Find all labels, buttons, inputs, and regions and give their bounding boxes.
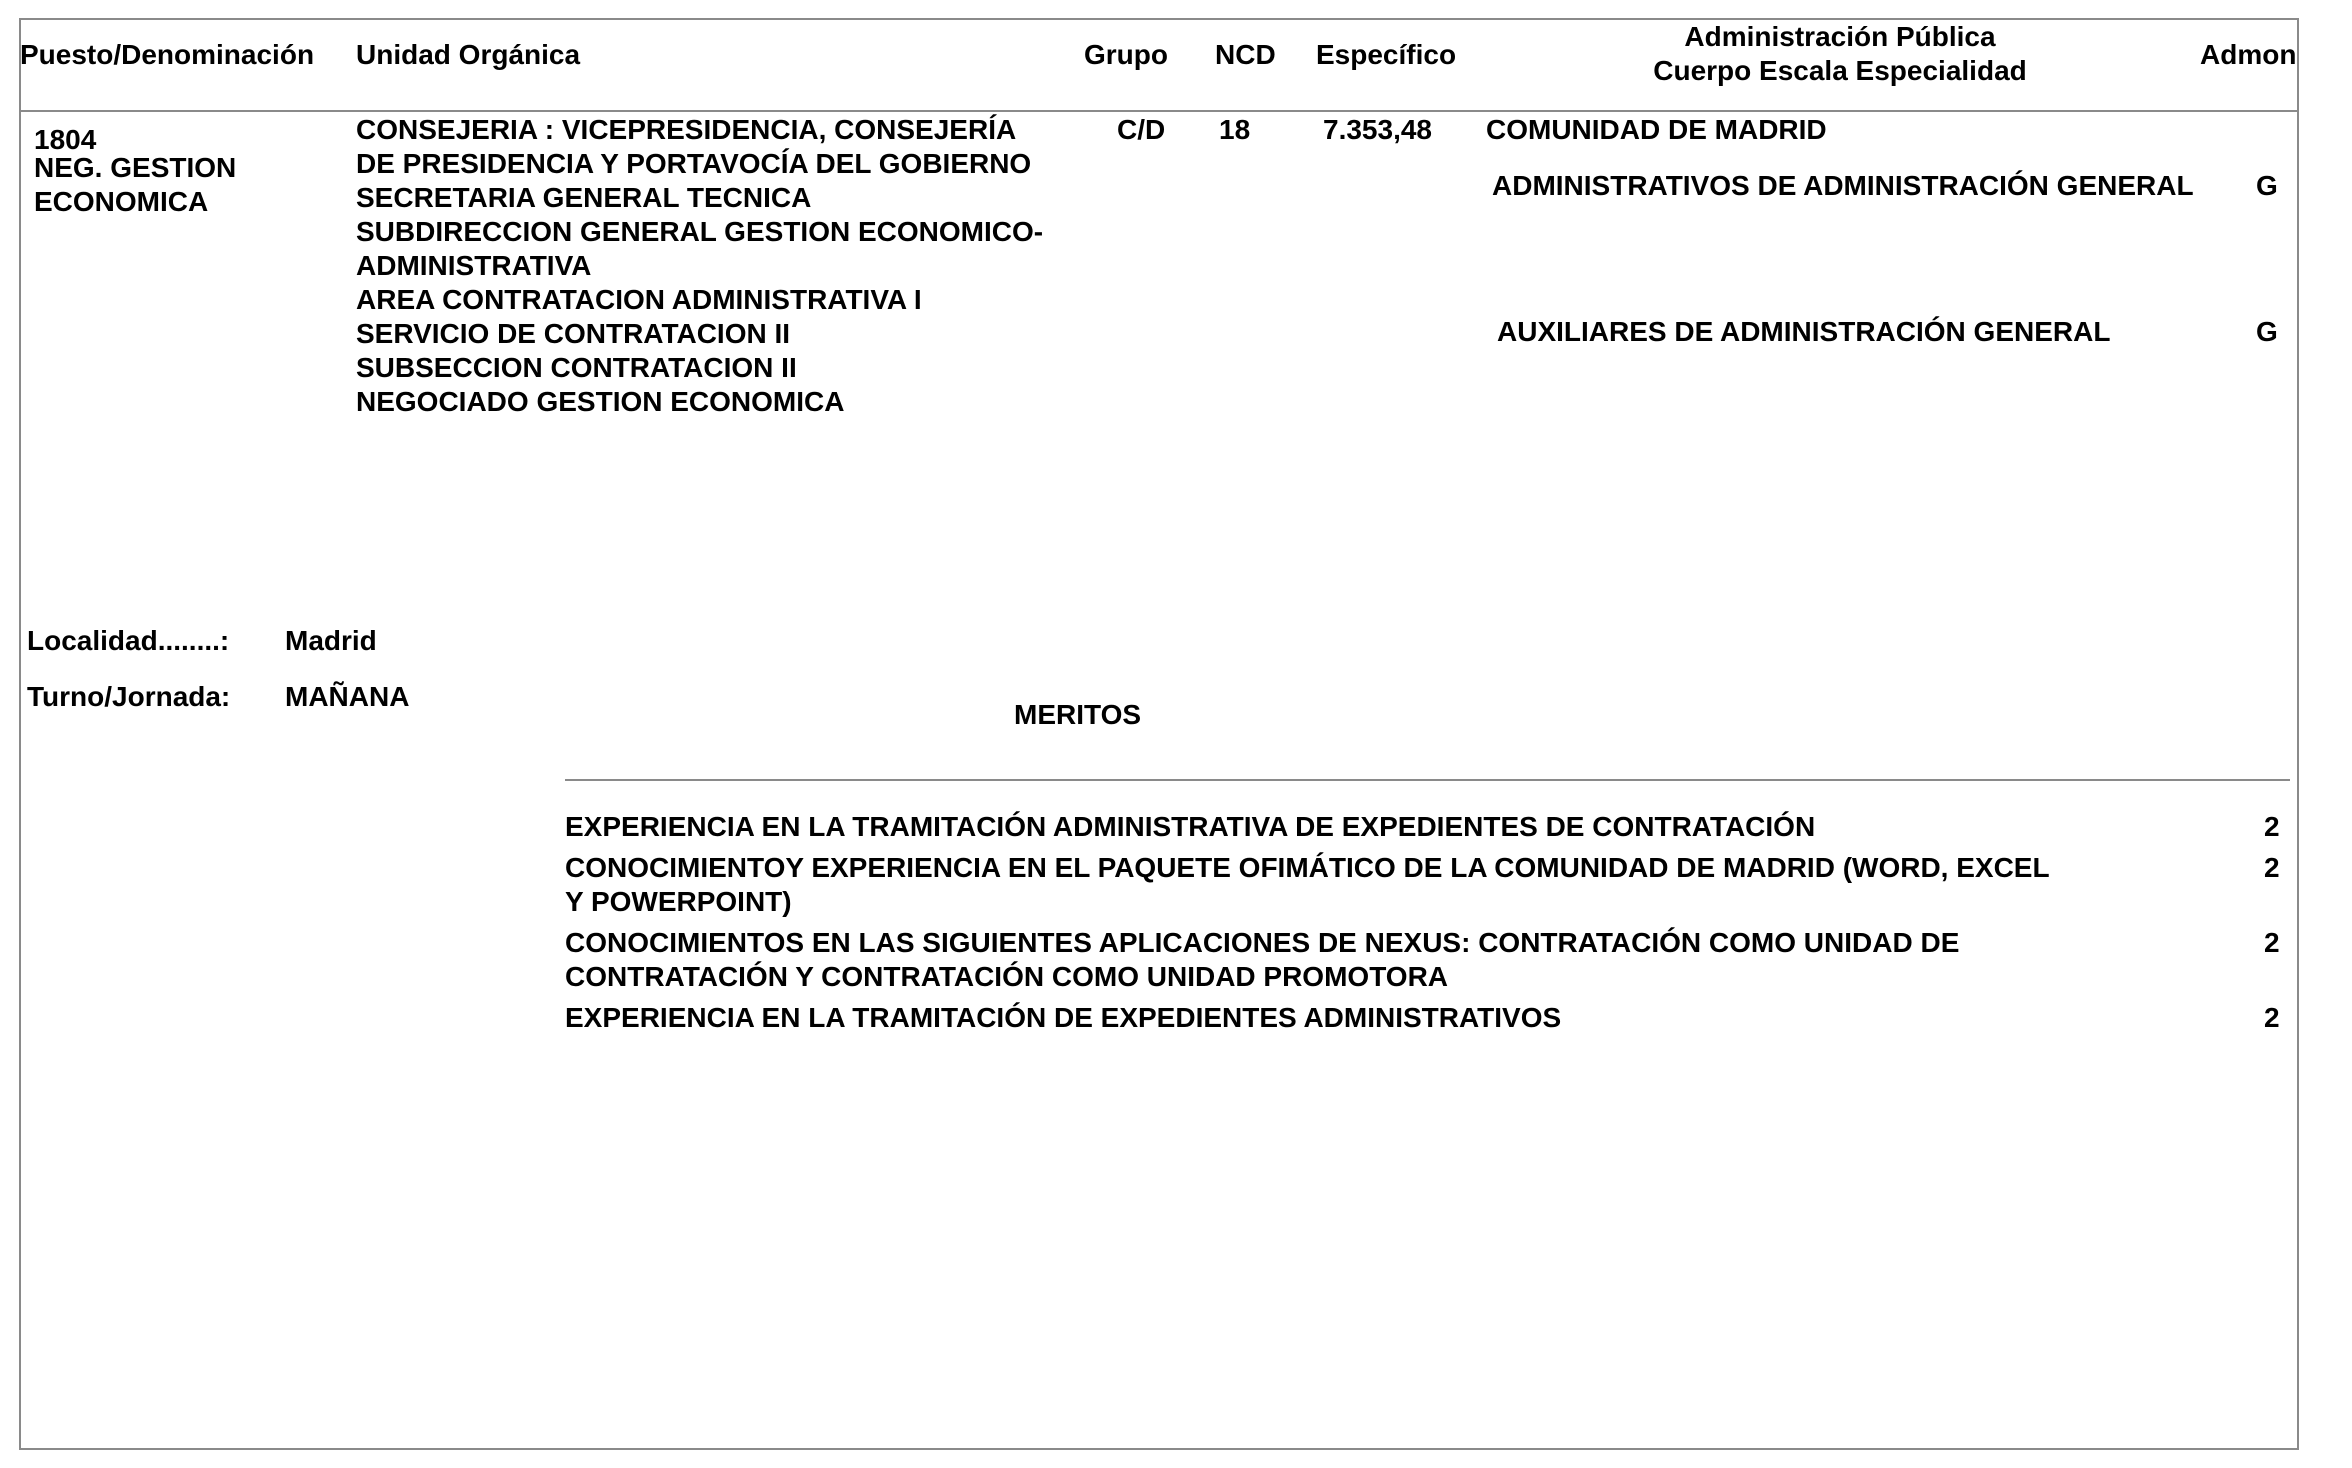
unidad-line: NEGOCIADO GESTION ECONOMICA [356, 386, 845, 417]
header-especifico: Específico [1316, 39, 1457, 70]
meritos-title: MERITOS [1014, 699, 1142, 730]
merito-line: Y POWERPOINT) [565, 886, 792, 917]
turno-label: Turno/Jornada: [27, 681, 231, 712]
header-admon: Admon [2200, 39, 2297, 70]
header-ncd: NCD [1215, 39, 1276, 70]
header-admin-publica: Administración Pública [1684, 21, 1996, 52]
localidad-label: Localidad........: [27, 625, 230, 656]
unidad-line: AREA CONTRATACION ADMINISTRATIVA I [356, 284, 922, 315]
turno-value: MAÑANA [285, 681, 410, 712]
cuerpo-admon: G [2256, 316, 2278, 347]
unidad-line: SECRETARIA GENERAL TECNICA [356, 182, 812, 213]
puesto-denominacion-1: NEG. GESTION [34, 152, 237, 183]
unidad-line: SUBSECCION CONTRATACION II [356, 352, 797, 383]
merito-line: CONOCIMIENTOY EXPERIENCIA EN EL PAQUETE OFIMÁTICO DE LA COMUNIDAD DE MADRID (WORD, EXCEL [565, 852, 2050, 883]
unidad-line: SUBDIRECCION GENERAL GESTION ECONOMICO- [356, 216, 1044, 247]
merito-puntos: 2 [2264, 927, 2280, 958]
cuerpo-nombre: AUXILIARES DE ADMINISTRACIÓN GENERAL [1497, 316, 2111, 347]
merito-line: CONOCIMIENTOS EN LAS SIGUIENTES APLICACIONES DE NEXUS: CONTRATACIÓN COMO UNIDAD DE [565, 927, 1960, 958]
meritos-divider [565, 779, 2290, 781]
puesto-denominacion-2: ECONOMICA [34, 186, 209, 217]
merito-line: CONTRATACIÓN Y CONTRATACIÓN COMO UNIDAD PROMOTORA [565, 961, 1449, 992]
merito-puntos: 2 [2264, 852, 2280, 883]
puesto-codigo: 1804 [34, 124, 97, 155]
merito-puntos: 2 [2264, 1002, 2280, 1033]
administracion-value: COMUNIDAD DE MADRID [1486, 114, 1827, 145]
unidad-line: SERVICIO DE CONTRATACION II [356, 318, 791, 349]
header-unidad: Unidad Orgánica [356, 39, 581, 70]
merito-line: EXPERIENCIA EN LA TRAMITACIÓN ADMINISTRATIVA DE EXPEDIENTES DE CONTRATACIÓN [565, 811, 1816, 842]
ncd-value: 18 [1219, 114, 1251, 145]
localidad-value: Madrid [285, 625, 377, 656]
especifico-value: 7.353,48 [1323, 114, 1432, 145]
header-divider [19, 110, 2299, 112]
unidad-line: DE PRESIDENCIA Y PORTAVOCÍA DEL GOBIERNO [356, 148, 1032, 179]
unidad-line: ADMINISTRATIVA [356, 250, 592, 281]
header-grupo: Grupo [1084, 39, 1168, 70]
unidad-line: CONSEJERIA : VICEPRESIDENCIA, CONSEJERÍA [356, 114, 1017, 145]
header-cuerpo-escala: Cuerpo Escala Especialidad [1653, 55, 2027, 86]
merito-puntos: 2 [2264, 811, 2280, 842]
header-puesto: Puesto/Denominación [20, 39, 315, 70]
cuerpo-nombre: ADMINISTRATIVOS DE ADMINISTRACIÓN GENERAL [1492, 170, 2194, 201]
grupo-value: C/D [1117, 114, 1166, 145]
cuerpo-admon: G [2256, 170, 2278, 201]
merito-line: EXPERIENCIA EN LA TRAMITACIÓN DE EXPEDIENTES ADMINISTRATIVOS [565, 1002, 1562, 1033]
